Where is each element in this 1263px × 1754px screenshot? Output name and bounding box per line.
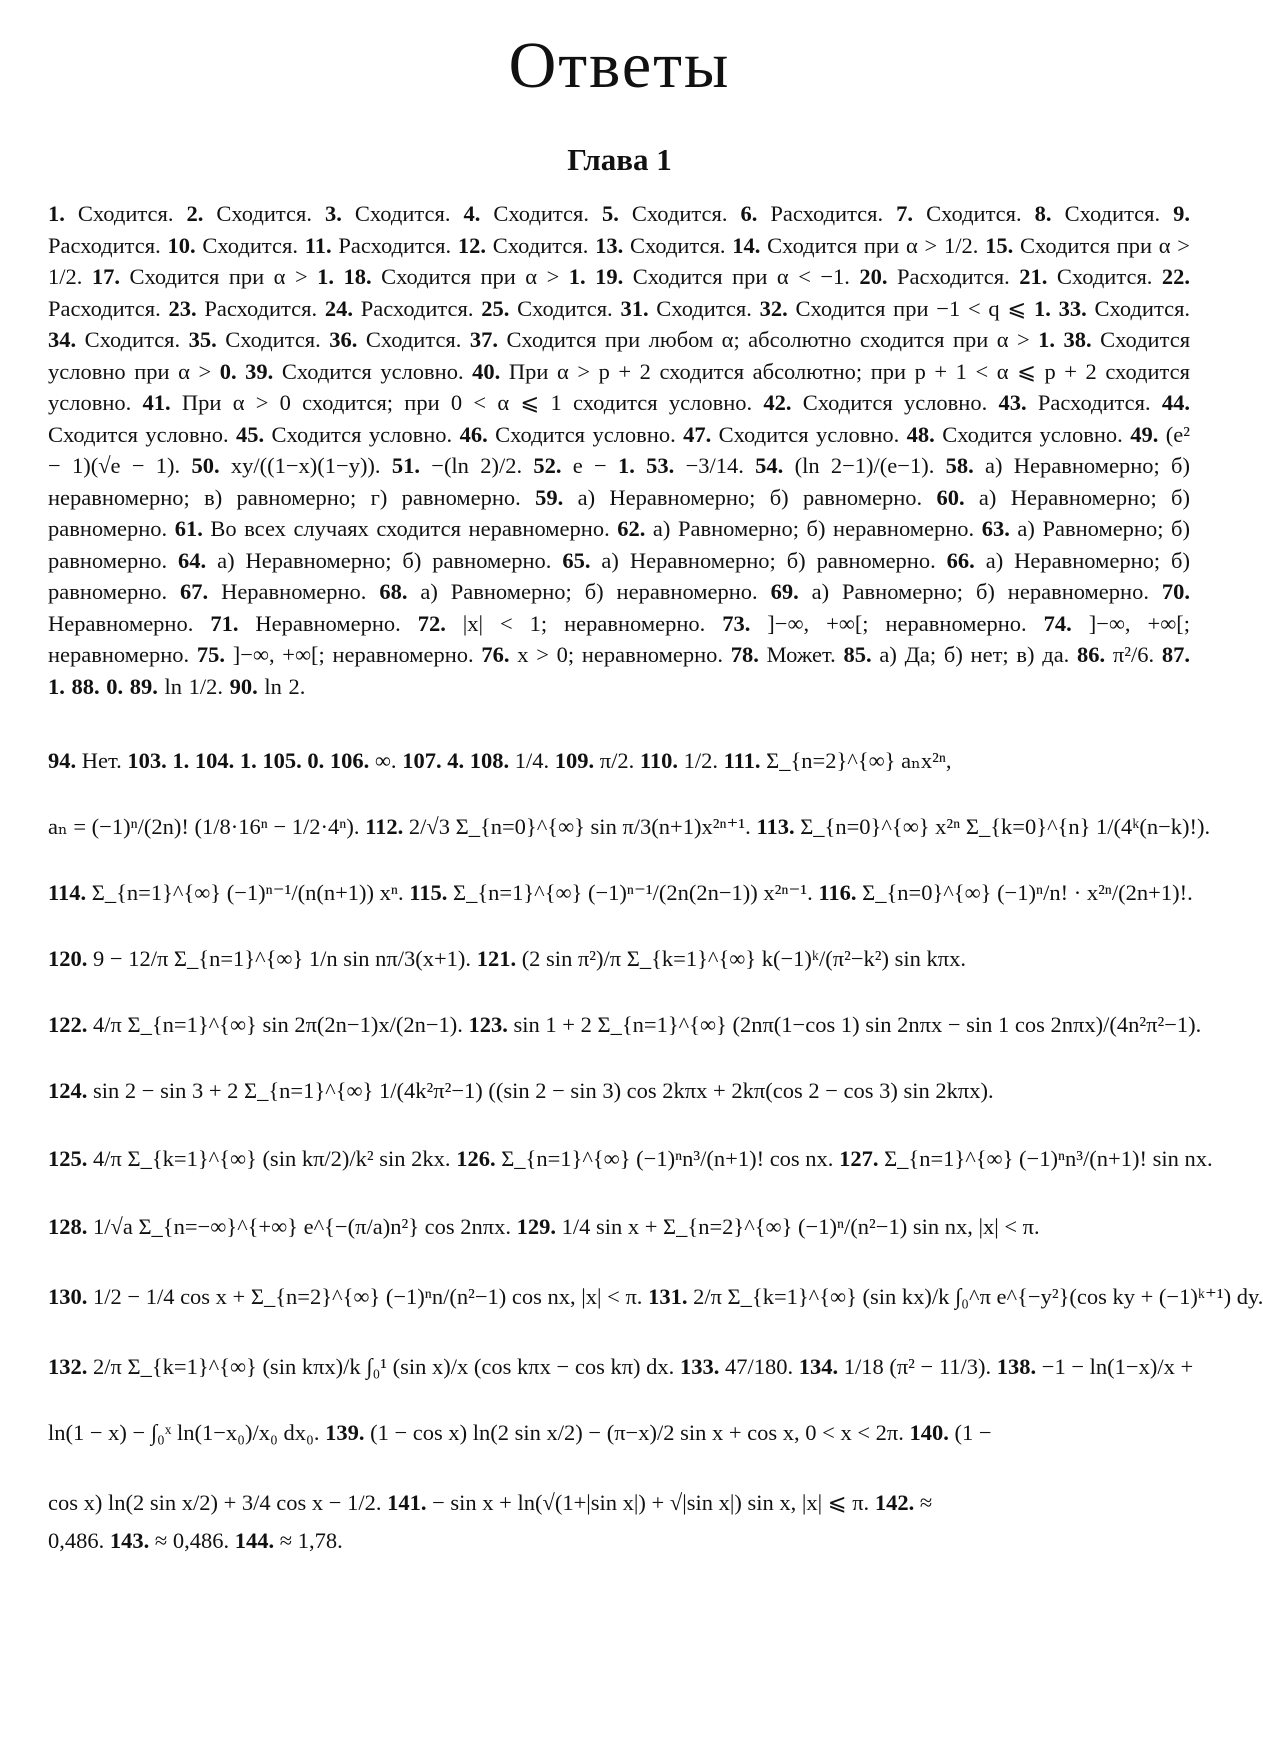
answer-number: 42. (763, 390, 792, 415)
answer-number: 110. (639, 748, 678, 773)
answer-number: 35. (188, 327, 217, 352)
answer-number: 120. (48, 946, 88, 971)
answer-number: 9. (1173, 201, 1191, 226)
answer-number: 108. (469, 748, 510, 773)
answer-number: 63. (981, 516, 1010, 541)
answer-number: 2. (186, 201, 204, 226)
answer-number: 127. (839, 1146, 879, 1171)
answer-number: 124. (48, 1078, 88, 1103)
answer-number: 12. (457, 232, 486, 258)
answers-paragraph (48, 198, 1190, 702)
answer-number: 121. (476, 946, 517, 971)
page-title: Ответы (508, 29, 731, 102)
answer-number: 107. (402, 748, 442, 773)
answer-number: 59. (535, 484, 564, 510)
answer-number: 23. (168, 295, 197, 321)
answer-number: 60. (936, 484, 965, 510)
answer-number: 48. (906, 421, 935, 447)
answer-number: 125. (48, 1146, 88, 1171)
answer-number: 33. (1058, 295, 1087, 321)
answer-number: 22. (1161, 264, 1191, 289)
answer-number: 116. (818, 880, 857, 905)
answer-number: 140. (909, 1420, 949, 1445)
answer-number: 105. (262, 748, 302, 773)
answer-number: 50. (191, 453, 220, 478)
answer-number: 3. (325, 201, 342, 226)
answer-number: 129. (516, 1214, 556, 1239)
answer-number: 139. (325, 1420, 365, 1445)
answer-number: 122. (48, 1012, 88, 1037)
answer-number: 1. (48, 201, 65, 226)
answer-number: 144. (234, 1528, 275, 1553)
answer-number: 94. (48, 748, 77, 773)
answer-number: 70. (1161, 579, 1190, 604)
formula-line: cos x) ln(2 sin x/2) + 3/4 cos x − 1/2. 141. − sin x + ln(√(1+|sin x|) + √|sin x|) sin x, |x| ⩽ π. 142. ≈ (48, 1490, 933, 1515)
chapter-heading: Глава 1 (567, 142, 672, 177)
answer-number: 89. (129, 673, 158, 699)
answer-number: 0. (106, 673, 124, 699)
formula-line: 128. 1/√a Σ_{n=−∞}^{+∞} e^{−(π/a)n²} cos 2nπx. 129. 1/4 sin x + Σ_{n=2}^{∞} (−1)ⁿ/(n²−1) sin nx, |x| < π. (48, 1214, 1040, 1239)
answer-number: 130. (48, 1284, 88, 1309)
answer-number: 132. (48, 1354, 88, 1379)
answer-number: 142. (874, 1490, 915, 1515)
answer-number: 53. (646, 453, 675, 478)
answer-number: 73. (722, 610, 751, 636)
answer-number: 138. (996, 1354, 1037, 1379)
answer-number: 113. (756, 814, 795, 839)
answer-number: 14. (732, 232, 761, 258)
formula-line: 0,486. 143. ≈ 0,486. 144. ≈ 1,78. (48, 1528, 343, 1553)
formula-line: 94. Нет. 103. 1. 104. 1. 105. 0. 106. ∞. 107. 4. 108. 1/4. 109. π/2. 110. 1/2. 111. Σ_{n=2}^{∞} aₙx²ⁿ, (48, 748, 952, 773)
answer-number: 115. (409, 880, 448, 905)
answer-number: 39. (245, 358, 274, 384)
answer-number: 86. (1077, 642, 1106, 667)
answer-number: 18. (343, 264, 372, 289)
answer-number: 87. (1161, 642, 1190, 667)
answer-number: 20. (859, 264, 888, 289)
answer-number: 24. (324, 295, 353, 321)
answer-number: 5. (602, 201, 619, 226)
answer-number: 123. (468, 1012, 508, 1037)
answer-number: 1. (1033, 295, 1051, 321)
answer-number: 11. (304, 232, 332, 258)
answer-number: 126. (456, 1146, 496, 1171)
formula-line: 114. Σ_{n=1}^{∞} (−1)ⁿ⁻¹/(n(n+1)) xⁿ. 115. Σ_{n=1}^{∞} (−1)ⁿ⁻¹/(2n(2n−1)) x²ⁿ⁻¹. 116. Σ_{n=0}^{∞} (−1)ⁿ/n! · x²ⁿ/(2n+1)!. (48, 880, 1193, 905)
answer-number: 66. (946, 547, 975, 573)
answer-number: 114. (48, 880, 87, 905)
answer-number: 54. (755, 453, 784, 478)
answer-number: 68. (379, 579, 408, 604)
answer-number: 36. (329, 327, 358, 352)
formula-line: ln(1 − x) − ∫₀ˣ ln(1−x₀)/x₀ dx₀. 139. (1 − cos x) ln(2 sin x/2) − (π−x)/2 sin x + cos x, 0 < x < 2π. 140. (1 − (48, 1420, 992, 1445)
answer-number: 109. (554, 748, 595, 773)
answer-number: 4. (447, 748, 465, 773)
answers-text: 1. Сходится. 2. Сходится. 3. Сходится. 4. Сходится. 5. Сходится. 6. Расходится. 7. Сходится. 8. Сходится. 9. Расходится. 10. Сходится. 11. Расходится. 12. Сходится. 13. Сходится. 14. Сходится при α > 1/2. 15. Сходится при α > 1/2. 17. Сходится при α > 1. 18. Сходится при α > 1. 19. Сходится при α < −1. 20. Расходится. 21. Сходится. 22. Расходится. 23. Расходится. 24. Расходится. 25. Сходится. 31. Сходится. 32. Сходится при −1 < q ⩽ 1. 33. Сходится. 34. Сходится. 35. Сходится. 36. Сходится. 37. Сходится при любом α; абсолютно сходится при α > 1. 38. Сходится условно при α > 0. 39. Сходится условно. 40. При α > p + 2 сходится абсолютно; при p + 1 < α ⩽ p + 2 сходится условно. 41. При α > 0 сходится; при 0 < α ⩽ 1 сходится условно. 42. Сходится условно. 43. Расходится. 44. Сходится условно. 45. Сходится условно. 46. Сходится условно. 47. Сходится условно. 48. Сходится условно. 49. (e² − 1)(√e − 1). 50. xy/((1−x)(1−y)). 51. −(ln 2)/2. 52. e − 1. 53. −3/14. 54. (ln 2−1)/(e−1). 58. а) Неравномерно; б) неравномерно; в) равномерно; г) равномерно. 59. а) Неравномерно; б) равномерно. 60. а) Неравномерно; б) равномерно. 61. Во всех случаях сходится неравномерно. 62. а) Равномерно; б) неравномерно. 63. а) Равномерно; б) равномерно. 64. а) Неравномерно; б) равномерно. 65. а) Неравномерно; б) равномерно. 66. а) Неравномерно; б) равномерно. 67. Неравномерно. 68. а) Равномерно; б) неравномерно. 69. а) Равномерно; б) неравномерно. 70. Неравномерно. 71. Неравномерно. 72. |x| < 1; неравномерно. 73. ]−∞, +∞[; неравномерно. 74. ]−∞, +∞[; неравномерно. 75. ]−∞, +∞[; неравномерно. 76. x > 0; неравномерно. 78. Может. 85. а) Да; б) нет; в) да. 86. π²/6. 87. 1. 88. 0. 89. ln 1/2. 90. ln 2. (48, 201, 1191, 699)
answer-number: 44. (1161, 390, 1190, 415)
answer-number: 7. (896, 201, 914, 226)
answer-number: 4. (463, 201, 481, 226)
answer-number: 141. (387, 1490, 427, 1515)
answer-number: 0. (307, 748, 325, 773)
answer-number: 69. (770, 579, 799, 604)
answer-number: 52. (533, 453, 562, 478)
answer-number: 71. (210, 610, 239, 636)
answer-number: 49. (1130, 421, 1159, 447)
answer-number: 1. (1038, 327, 1056, 352)
answer-number: 90. (229, 673, 258, 699)
formula-line: 132. 2/π Σ_{k=1}^{∞} (sin kπx)/k ∫₀¹ (sin x)/x (cos kπx − cos kπ) dx. 133. 47/180. 134. 1/18 (π² − 11/3). 138. −1 − ln(1−x)/x + (48, 1354, 1194, 1379)
answer-number: 88. (71, 673, 100, 699)
answer-number: 46. (459, 421, 488, 447)
formula-line: 124. sin 2 − sin 3 + 2 Σ_{n=1}^{∞} 1/(4k²π²−1) ((sin 2 − sin 3) cos 2kπx + 2kπ(cos 2 − cos 3) sin 2kπx). (48, 1078, 994, 1103)
answer-number: 0. (219, 358, 237, 384)
answer-number: 1. (172, 748, 190, 773)
answer-number: 104. (194, 748, 235, 773)
answer-number: 111. (723, 748, 761, 773)
answer-number: 58. (945, 453, 974, 478)
answer-number: 15. (985, 232, 1014, 258)
answer-number: 6. (740, 201, 758, 226)
answer-number: 64. (178, 547, 207, 573)
answer-number: 25. (481, 295, 510, 321)
formula-line: 130. 1/2 − 1/4 cos x + Σ_{n=2}^{∞} (−1)ⁿn/(n²−1) cos nx, |x| < π. 131. 2/π Σ_{k=1}^{∞} (sin kx)/k ∫₀^π e^{−y²}(cos ky + (−1)ᵏ⁺¹) dy. (48, 1284, 1263, 1309)
answer-number: 41. (142, 390, 171, 415)
answer-number: 31. (620, 295, 649, 321)
formula-line: 122. 4/π Σ_{n=1}^{∞} sin 2π(2n−1)x/(2n−1). 123. sin 1 + 2 Σ_{n=1}^{∞} (2nπ(1−cos 1) sin 2nπx − sin 1 cos 2nπx)/(4n²π²−1). (48, 1012, 1202, 1037)
answer-number: 1. (618, 453, 635, 478)
answer-number: 103. (127, 748, 167, 773)
answer-number: 78. (730, 642, 759, 667)
formula-line: aₙ = (−1)ⁿ/(2n)! (1/8·16ⁿ − 1/2·4ⁿ). 112. 2/√3 Σ_{n=0}^{∞} sin π/3(n+1)x²ⁿ⁺¹. 113. Σ_{n=0}^{∞} x²ⁿ Σ_{k=0}^{n} 1/(4ᵏ(n−k)!). (48, 814, 1211, 839)
answer-number: 17. (91, 264, 120, 289)
answer-number: 37. (469, 327, 498, 352)
answer-number: 21. (1019, 264, 1048, 289)
answer-number: 19. (595, 264, 624, 289)
answer-number: 51. (391, 453, 420, 478)
answer-number: 1. (239, 748, 257, 773)
answer-number: 61. (174, 516, 203, 541)
answer-number: 40. (472, 358, 501, 384)
answer-number: 10. (167, 232, 196, 258)
answer-number: 43. (998, 390, 1027, 415)
answer-number: 76. (481, 642, 510, 667)
answer-number: 133. (679, 1354, 720, 1379)
answer-number: 85. (843, 642, 872, 667)
answer-number: 8. (1034, 201, 1052, 226)
answer-number: 34. (48, 327, 77, 352)
answer-number: 72. (417, 610, 446, 636)
answer-number: 38. (1063, 327, 1092, 352)
answer-number: 75. (196, 642, 225, 667)
answer-number: 1. (317, 264, 334, 289)
answer-number: 62. (617, 516, 646, 541)
answer-number: 143. (109, 1528, 150, 1553)
answer-number: 112. (365, 814, 404, 839)
answer-number: 13. (595, 232, 624, 258)
answer-number: 32. (759, 295, 788, 321)
formula-line: 120. 9 − 12/π Σ_{n=1}^{∞} 1/n sin nπ/3(x+1). 121. (2 sin π²)/π Σ_{k=1}^{∞} k(−1)ᵏ/(π²−k²) sin kπx. (48, 946, 967, 971)
answer-number: 65. (562, 547, 591, 573)
answer-number: 45. (236, 421, 265, 447)
answer-number: 134. (798, 1354, 839, 1379)
answer-number: 128. (48, 1214, 88, 1239)
answer-number: 67. (180, 579, 209, 604)
answer-number: 1. (48, 673, 65, 699)
answer-number: 74. (1043, 610, 1072, 636)
answer-number: 47. (683, 421, 712, 447)
answer-number: 1. (568, 264, 586, 289)
answer-number: 131. (648, 1284, 688, 1309)
answer-number: 106. (329, 748, 370, 773)
formula-line: 125. 4/π Σ_{k=1}^{∞} (sin kπ/2)/k² sin 2kx. 126. Σ_{n=1}^{∞} (−1)ⁿn³/(n+1)! cos nx. 127. Σ_{n=1}^{∞} (−1)ⁿn³/(n+1)! sin nx. (48, 1146, 1213, 1171)
